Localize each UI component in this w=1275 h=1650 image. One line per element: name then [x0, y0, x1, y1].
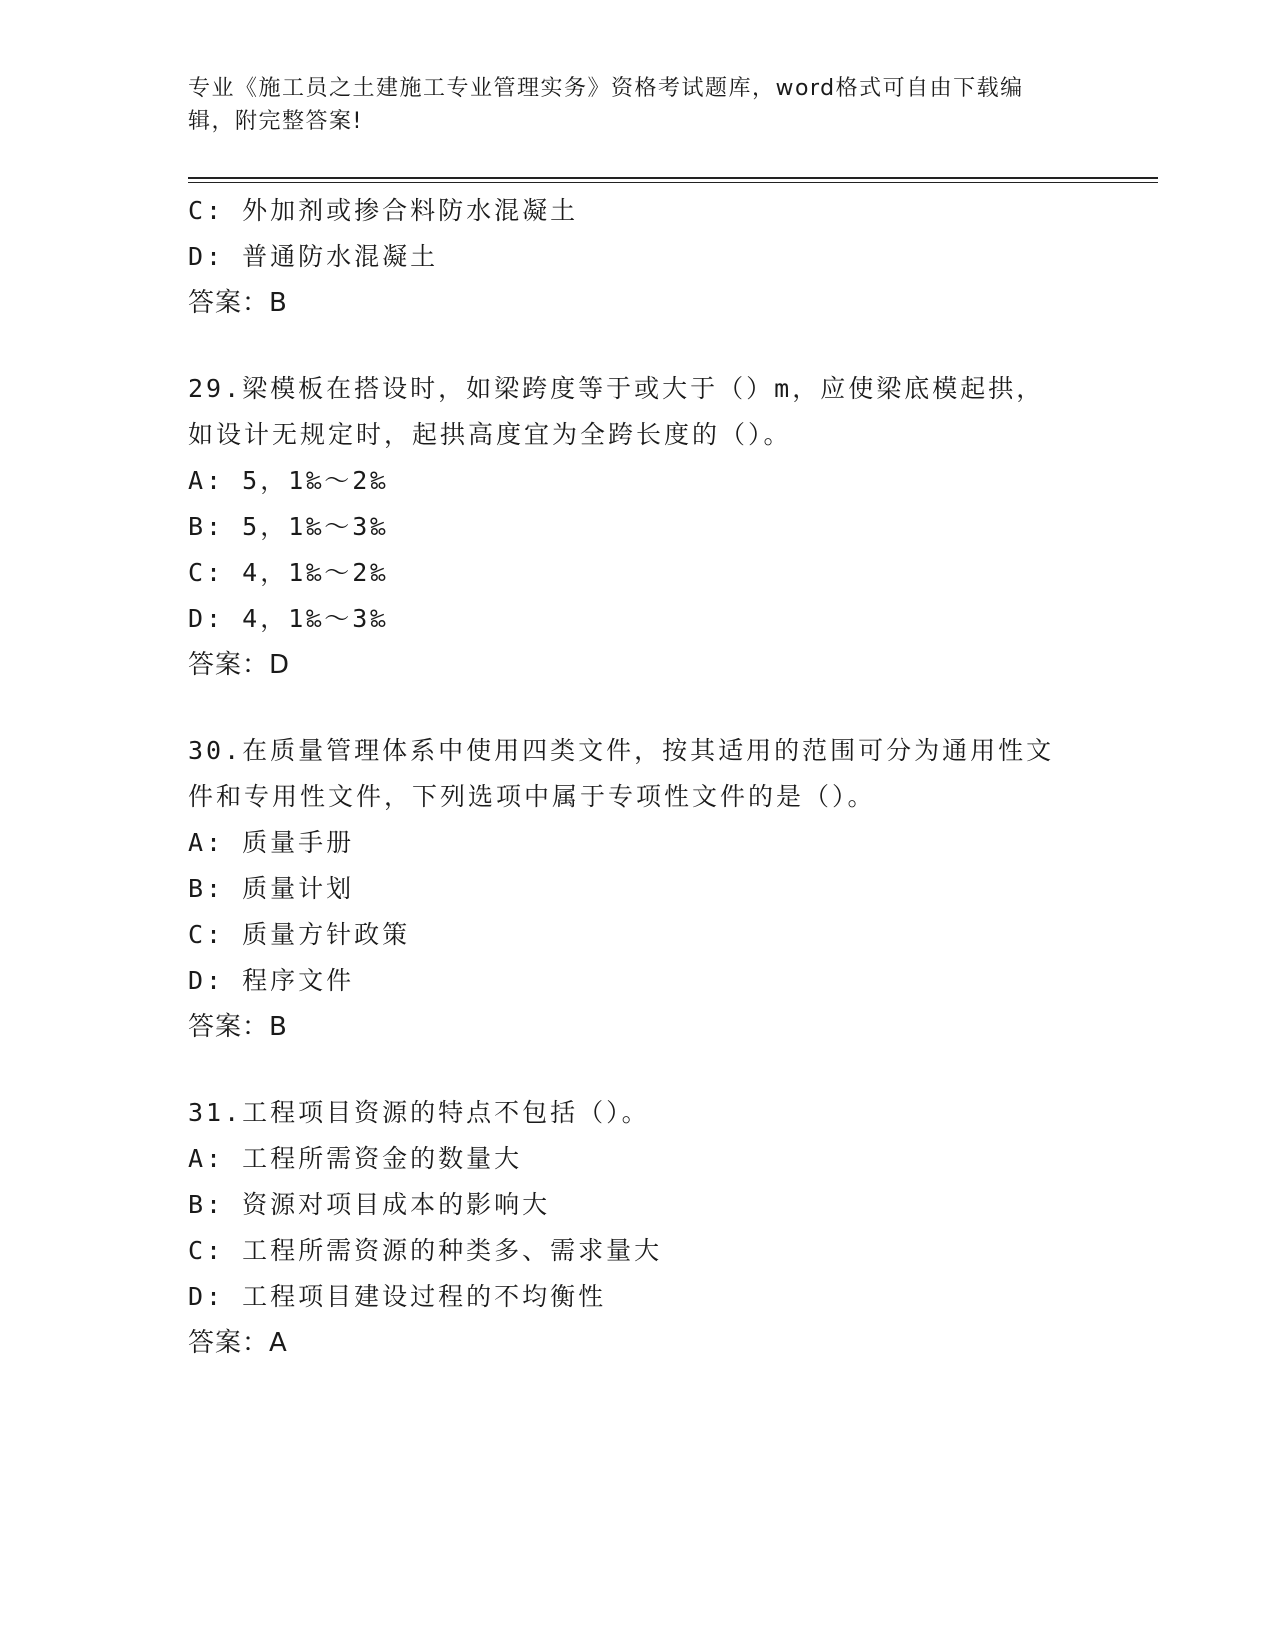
option-a: A: 工程所需资金的数量大: [188, 1144, 523, 1173]
question-block-30: [188, 728, 1088, 1050]
question-list: [188, 188, 1088, 1366]
option-a: A: 质量手册: [188, 828, 355, 857]
option-d: D: 普通防水混凝土: [188, 242, 439, 271]
question-stem-line-2: 件和专用性文件，下列选项中属于专项性文件的是（）。: [188, 782, 876, 811]
spacer: [188, 688, 1088, 728]
spacer: [188, 326, 1088, 366]
header-divider-thin: [188, 182, 1158, 183]
question-stem-line-1: 29.梁模板在搭设时，如梁跨度等于或大于（）m，应使梁底模起拱，: [188, 374, 1045, 403]
answer: 答案：D: [188, 650, 291, 680]
option-b: B: 5，1‰～3‰: [188, 512, 389, 541]
question-stem-line-1: 30.在质量管理体系中使用四类文件，按其适用的范围可分为通用性文: [188, 736, 1055, 765]
option-d: D: 程序文件: [188, 966, 355, 995]
header-divider-thick: [188, 177, 1158, 179]
answer: 答案：B: [188, 1012, 288, 1042]
answer: 答案：A: [188, 1328, 288, 1358]
spacer: [188, 1050, 1088, 1090]
header-title-line-2: 辑，附完整答案!: [188, 109, 363, 134]
question-block-31: [188, 1090, 1088, 1366]
answer: 答案：B: [188, 288, 288, 318]
question-block-29: [188, 366, 1088, 688]
question-stem-line-1: 31.工程项目资源的特点不包括（）。: [188, 1098, 650, 1127]
option-a: A: 5，1‰～2‰: [188, 466, 389, 495]
option-c: C: 外加剂或掺合料防水混凝土: [188, 196, 579, 225]
header-title-line-1: 专业《施工员之土建施工专业管理实务》资格考试题库，word格式可自由下载编: [188, 76, 1024, 101]
option-b: B: 资源对项目成本的影响大: [188, 1190, 551, 1219]
option-d: D: 工程项目建设过程的不均衡性: [188, 1282, 607, 1311]
option-b: B: 质量计划: [188, 874, 355, 903]
page-header: [188, 72, 1068, 138]
question-block-28: [188, 188, 1088, 326]
option-c: C: 工程所需资源的种类多、需求量大: [188, 1236, 663, 1265]
option-c: C: 质量方针政策: [188, 920, 411, 949]
question-stem-line-2: 如设计无规定时，起拱高度宜为全跨长度的（）。: [188, 420, 792, 449]
option-d: D: 4，1‰～3‰: [188, 604, 389, 633]
option-c: C: 4，1‰～2‰: [188, 558, 389, 587]
